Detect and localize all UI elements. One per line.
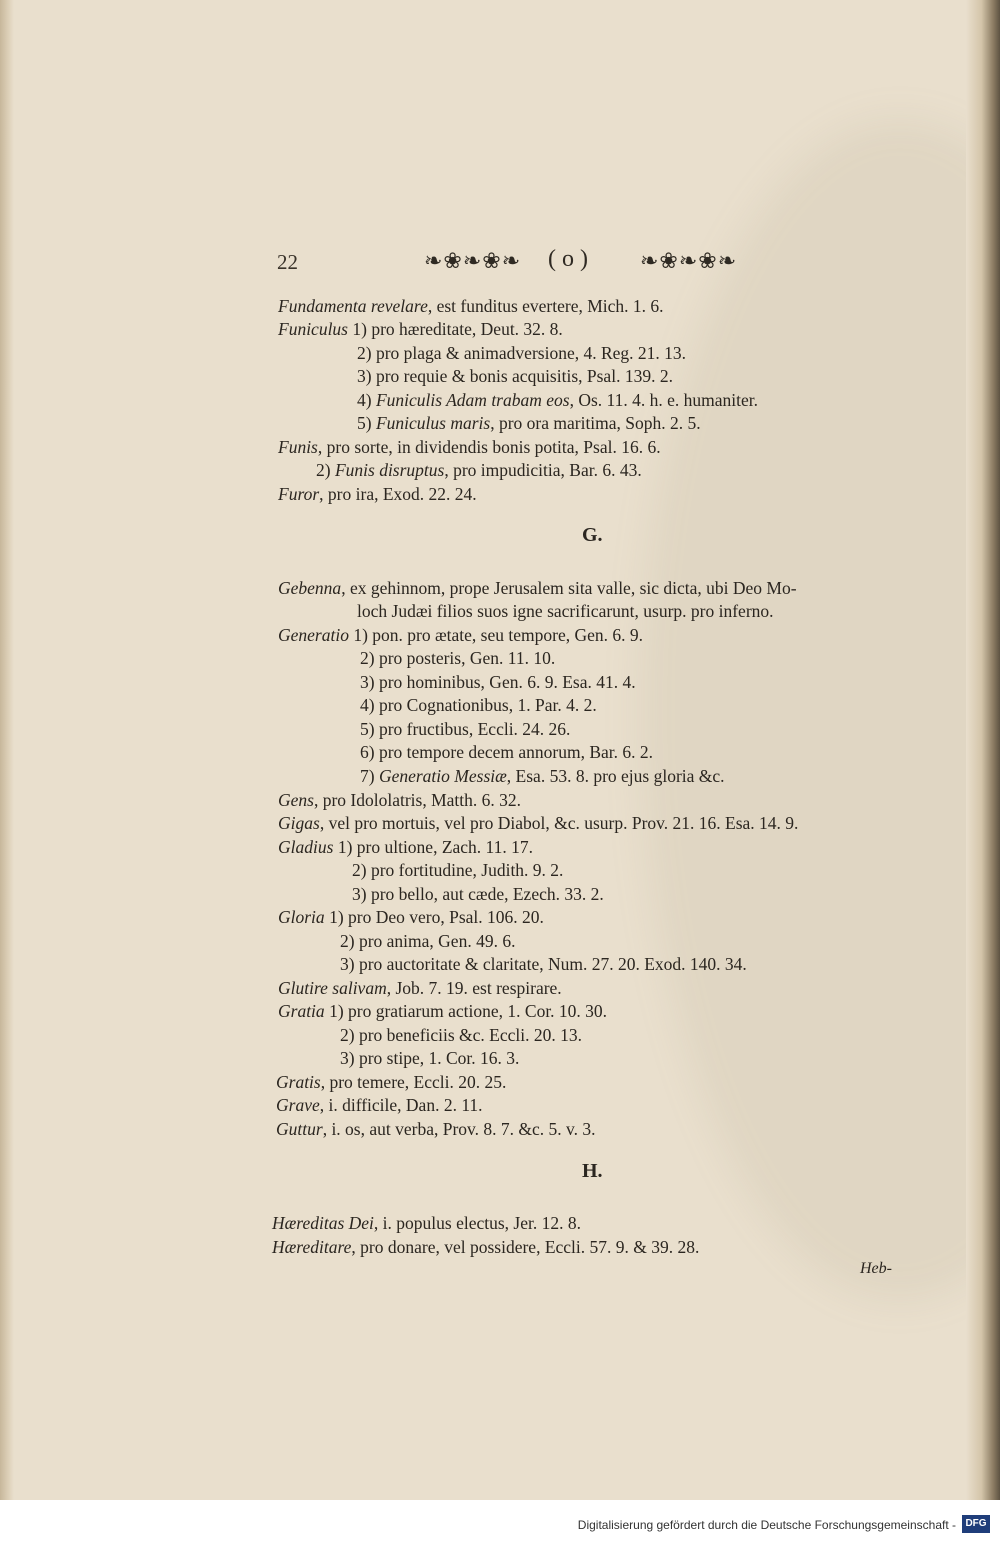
entry-line: 4) Funiculis Adam trabam eos, Os. 11. 4. h. e. humaniter. [357, 390, 759, 410]
entry-line: Generatio 1) pon. pro ætate, seu tempore, Gen. 6. 9. [278, 625, 643, 645]
section-heading-h: H. [582, 1160, 603, 1182]
catchword: Heb- [860, 1260, 892, 1277]
entry-line: Gigas, vel pro mortuis, vel pro Diabol, &c. usurp. Prov. 21. 16. Esa. 14. 9. [278, 813, 799, 833]
ornament-right-icon: ❧❀❧❀❧ [640, 248, 738, 273]
running-header [0, 244, 1000, 280]
entry-line: Furor, pro ira, Exod. 22. 24. [278, 484, 477, 504]
entry-line: 4) pro Cognationibus, 1. Par. 4. 2. [360, 695, 597, 715]
entry-line: Gens, pro Idololatris, Matth. 6. 32. [278, 790, 522, 810]
entry-line: 2) pro plaga & animadversione, 4. Reg. 21. 13. [357, 343, 687, 363]
funding-credit: Digitalisierung gefördert durch die Deutsche Forschungsgemeinschaft - [577, 1518, 956, 1532]
entry-line: Gladius 1) pro ultione, Zach. 11. 17. [278, 837, 534, 857]
header-center-mark: ( o ) [548, 246, 588, 272]
entry-line: 2) pro fortitudine, Judith. 9. 2. [352, 860, 564, 880]
entry-line: Glutire salivam, Job. 7. 19. est respirare. [278, 978, 562, 998]
page-number: 22 [277, 250, 298, 274]
entry-line: 2) Funis disruptus, pro impudicitia, Bar. 6. 43. [316, 460, 642, 480]
ink-bleed-shadow [640, 120, 1000, 1300]
entry-line: Grave, i. difficile, Dan. 2. 11. [276, 1095, 483, 1115]
dfg-logo-icon: DFG [962, 1515, 990, 1533]
entry-line: 3) pro bello, aut cæde, Ezech. 33. 2. [352, 884, 604, 904]
entry-line: Funis, pro sorte, in dividendis bonis potita, Psal. 16. 6. [278, 437, 661, 457]
book-gutter-right [966, 0, 1000, 1500]
page-edge-left [0, 0, 14, 1500]
ornament-left-icon: ❧❀❧❀❧ [424, 248, 522, 273]
entry-line: Hæreditare, pro donare, vel possidere, Eccli. 57. 9. & 39. 28. [272, 1237, 700, 1257]
entry-line: 6) pro tempore decem annorum, Bar. 6. 2. [360, 742, 654, 762]
entry-line: Gloria 1) pro Deo vero, Psal. 106. 20. [278, 907, 544, 927]
entry-line: 2) pro anima, Gen. 49. 6. [340, 931, 516, 951]
entry-line: Gratis, pro temere, Eccli. 20. 25. [276, 1072, 507, 1092]
entry-line: 3) pro requie & bonis acquisitis, Psal. 139. 2. [357, 366, 673, 386]
entry-line: 2) pro posteris, Gen. 11. 10. [360, 648, 556, 668]
entry-line: Funiculus 1) pro hæreditate, Deut. 32. 8. [278, 319, 563, 339]
entry-line: Gratia 1) pro gratiarum actione, 1. Cor. 10. 30. [278, 1001, 608, 1021]
entry-line: 3) pro stipe, 1. Cor. 16. 3. [340, 1048, 520, 1068]
entry-line: 5) Funiculus maris, pro ora maritima, Soph. 2. 5. [357, 413, 701, 433]
entry-line: Guttur, i. os, aut verba, Prov. 8. 7. &c. 5. v. 3. [276, 1119, 596, 1139]
entry-line: Hæreditas Dei, i. populus electus, Jer. 12. 8. [272, 1213, 581, 1233]
section-heading-g: G. [582, 524, 603, 546]
entry-line: 5) pro fructibus, Eccli. 24. 26. [360, 719, 571, 739]
entry-line: 2) pro beneficiis &c. Eccli. 20. 13. [340, 1025, 583, 1045]
entry-line: 7) Generatio Messiæ, Esa. 53. 8. pro ejus gloria &c. [360, 766, 725, 786]
footer-bar [0, 1500, 1000, 1549]
entry-line: Gebenna, ex gehinnom, prope Jerusalem sita valle, sic dicta, ubi Deo Mo- [278, 578, 797, 598]
entry-line: 3) pro auctoritate & claritate, Num. 27. 20. Exod. 140. 34. [340, 954, 747, 974]
entry-line: 3) pro hominibus, Gen. 6. 9. Esa. 41. 4. [360, 672, 636, 692]
entry-line: Fundamenta revelare, est funditus evertere, Mich. 1. 6. [278, 296, 664, 316]
entry-line: loch Judæi filios suos igne sacrificarunt, usurp. pro inferno. [357, 601, 774, 621]
